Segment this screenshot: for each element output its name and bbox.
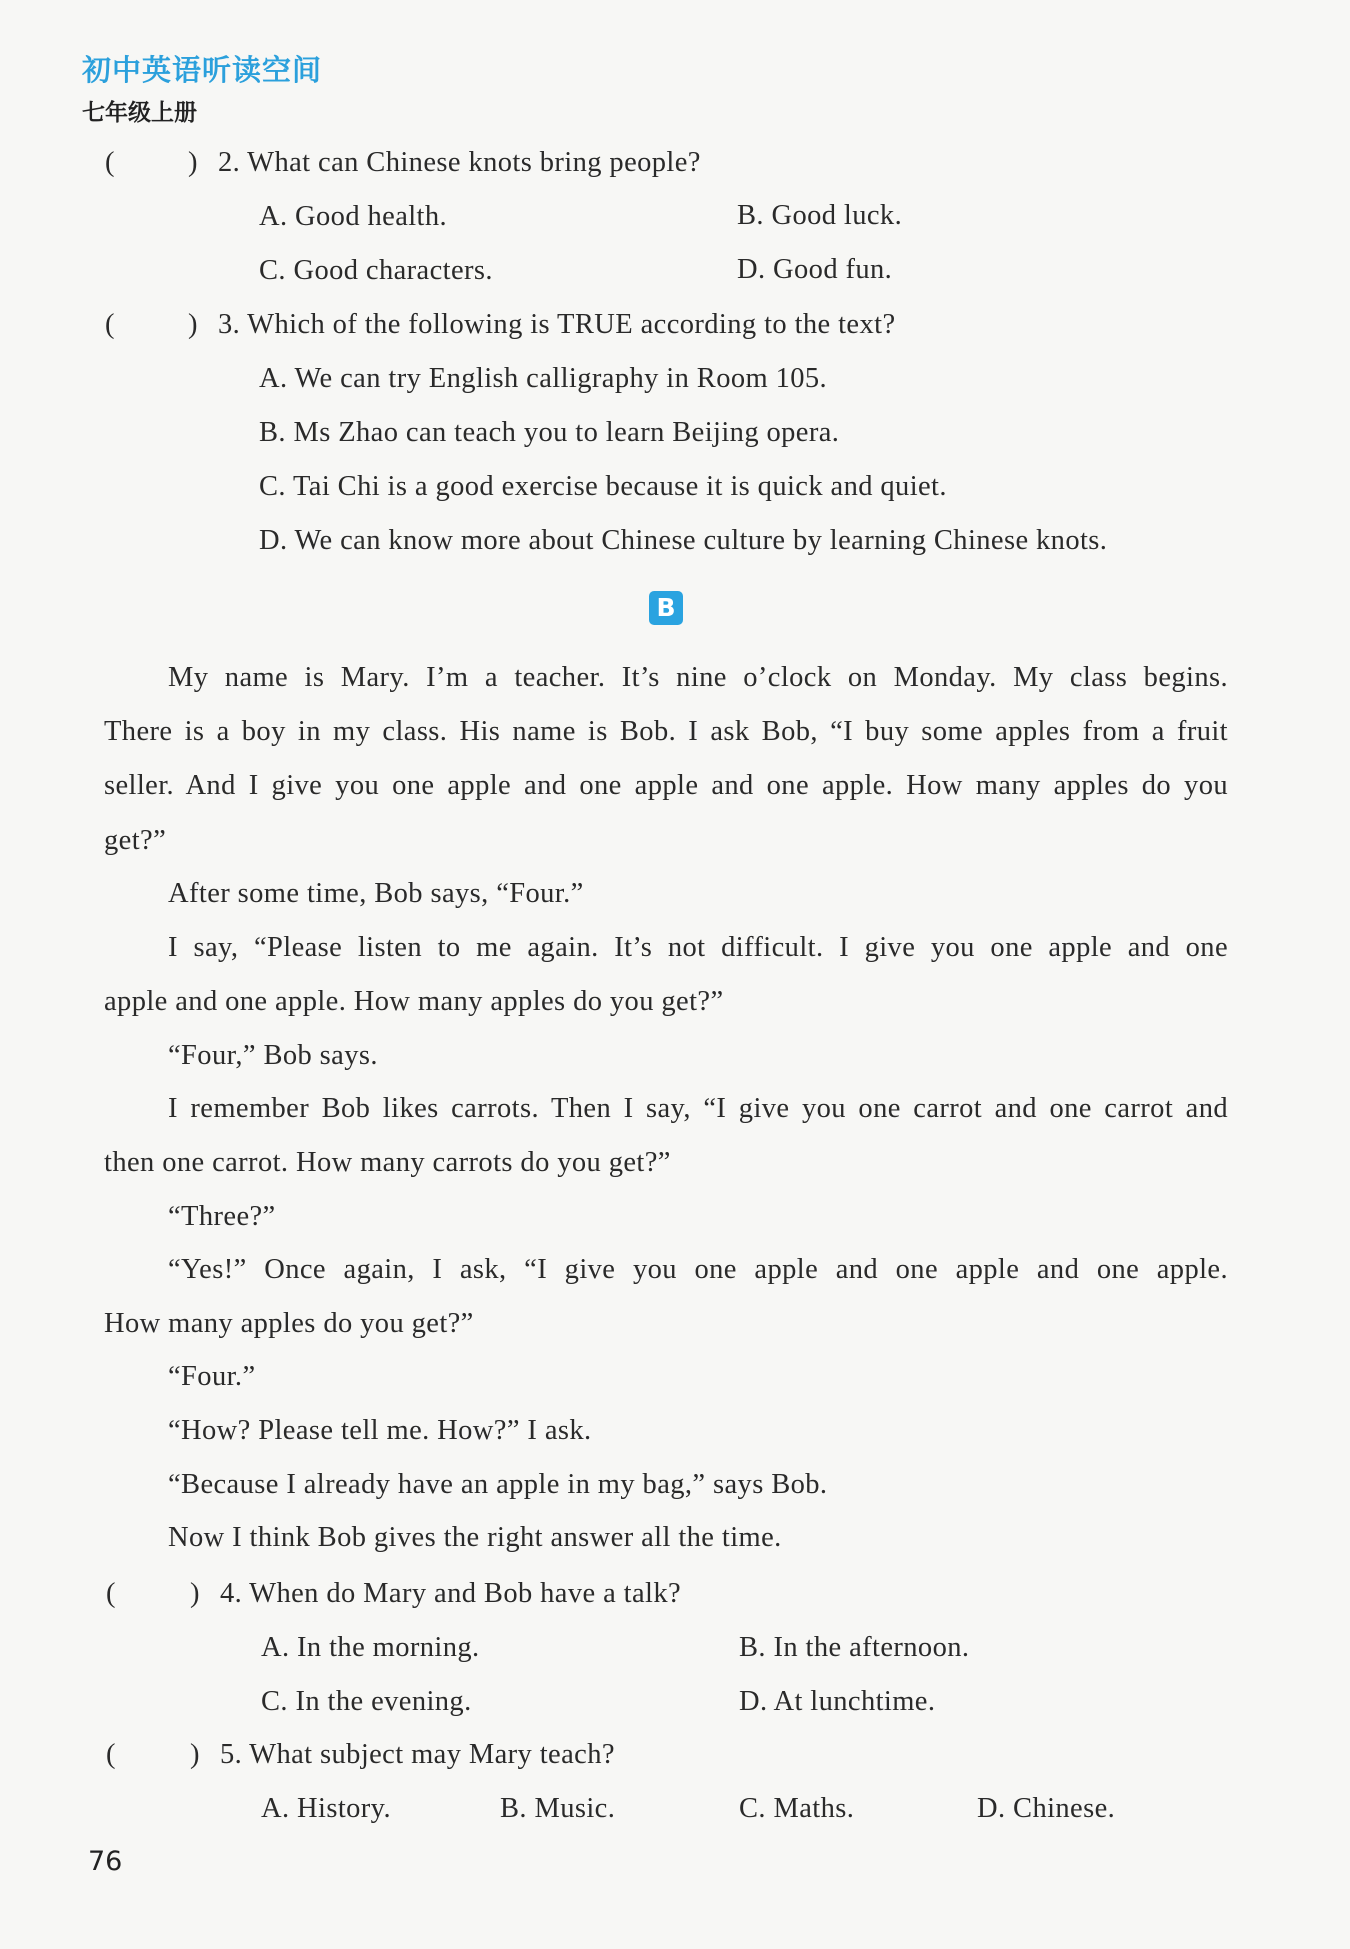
answer-paren-open: ( (105, 309, 115, 340)
question-3-stem: 3. Which of the following is TRUE according to the text? (218, 309, 896, 340)
passage-line: “Yes!” Once again, I ask, “I give you one apple and one apple and one apple. (168, 1254, 1228, 1285)
question-2-option-c: C. Good characters. (259, 255, 493, 286)
passage-line: After some time, Bob says, “Four.” (168, 878, 584, 909)
question-4-option-c: C. In the evening. (261, 1686, 472, 1717)
answer-paren-close: ) (188, 309, 198, 340)
passage-line: There is a boy in my class. His name is Bob. I ask Bob, “I buy some apples from a fruit (104, 716, 1228, 747)
passage-line: “How? Please tell me. How?” I ask. (168, 1415, 592, 1446)
question-2-option-b: B. Good luck. (737, 200, 903, 231)
question-4-option-b: B. In the afternoon. (739, 1632, 970, 1663)
question-2-option-a: A. Good health. (259, 201, 448, 232)
passage-line: seller. And I give you one apple and one apple and one apple. How many apples do you (104, 770, 1228, 801)
question-4-option-a: A. In the morning. (261, 1632, 480, 1663)
series-title: 初中英语听读空间 (82, 53, 323, 87)
question-3-option-d: D. We can know more about Chinese culture by learning Chinese knots. (259, 525, 1108, 556)
question-5-option-d: D. Chinese. (977, 1793, 1116, 1824)
passage-line: I say, “Please listen to me again. It’s not difficult. I give you one apple and one (168, 932, 1228, 963)
answer-paren-open: ( (105, 147, 115, 178)
question-4-stem: 4. When do Mary and Bob have a talk? (220, 1578, 682, 1609)
passage-line: apple and one apple. How many apples do you get?” (104, 986, 724, 1017)
question-5-option-b: B. Music. (500, 1793, 616, 1824)
question-3-option-a: A. We can try English calligraphy in Room 105. (259, 363, 828, 394)
passage-line: “Three?” (168, 1201, 276, 1232)
answer-paren-open: ( (106, 1578, 116, 1609)
passage-line: Now I think Bob gives the right answer all the time. (168, 1522, 782, 1553)
question-5-option-a: A. History. (261, 1793, 392, 1824)
page-number: 76 (88, 1846, 123, 1877)
question-5-stem: 5. What subject may Mary teach? (220, 1739, 615, 1770)
section-b-badge: B (649, 591, 683, 625)
answer-paren-close: ) (190, 1578, 200, 1609)
question-2-option-d: D. Good fun. (737, 254, 893, 285)
question-5-option-c: C. Maths. (739, 1793, 855, 1824)
volume-label: 七年级上册 (82, 99, 197, 126)
passage-line: get?” (104, 825, 167, 856)
passage-line: then one carrot. How many carrots do you get?” (104, 1147, 671, 1178)
answer-paren-close: ) (190, 1739, 200, 1770)
passage-line: “Because I already have an apple in my bag,” says Bob. (168, 1469, 828, 1500)
passage-line: How many apples do you get?” (104, 1308, 474, 1339)
passage-line: “Four.” (168, 1361, 256, 1392)
question-2-stem: 2. What can Chinese knots bring people? (218, 147, 701, 178)
passage-line: I remember Bob likes carrots. Then I say, “I give you one carrot and one carrot and (168, 1093, 1228, 1124)
answer-paren-open: ( (106, 1739, 116, 1770)
question-3-option-c: C. Tai Chi is a good exercise because it is quick and quiet. (259, 471, 947, 502)
passage-line: “Four,” Bob says. (168, 1040, 378, 1071)
answer-paren-close: ) (188, 147, 198, 178)
passage-line: My name is Mary. I’m a teacher. It’s nine o’clock on Monday. My class begins. (168, 662, 1228, 693)
question-4-option-d: D. At lunchtime. (739, 1686, 936, 1717)
question-3-option-b: B. Ms Zhao can teach you to learn Beijing opera. (259, 417, 840, 448)
